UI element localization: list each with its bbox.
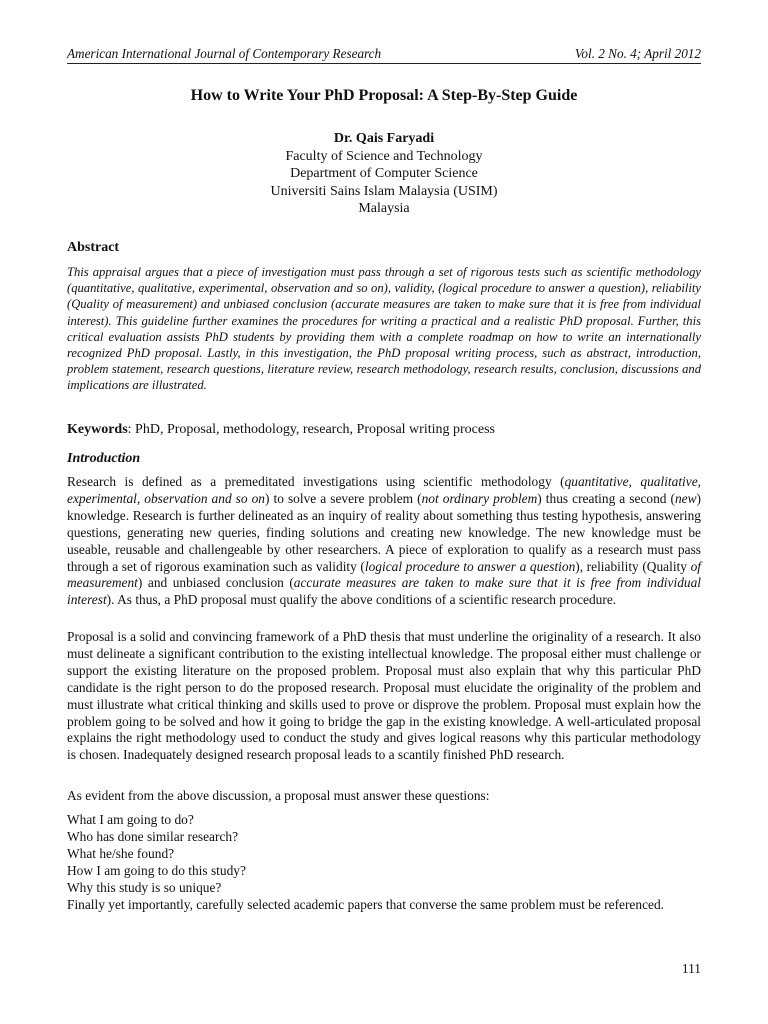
text-run: ) to solve a severe problem (	[265, 490, 422, 506]
keywords-text: : PhD, Proposal, methodology, research, Proposal writing process	[127, 422, 495, 437]
list-item: Who has done similar research?	[67, 828, 239, 844]
keywords-line	[67, 421, 701, 439]
text-run-italic: logical procedure to answer a question	[364, 558, 576, 574]
text-run: ) knowledge. Research is further delineated as an inquiry of reality about something thus testing hypothesis, answering questions, generating new queries, finding solutions and creating new knowledge. The new knowledge must be useable, reusable and challengeable by other researchers. A piece of exploration to qualify as a research must pass through a set of rigorous examination such as validity (	[67, 490, 702, 574]
list-item: What I am going to do?	[67, 812, 194, 827]
introduction-paragraph-1	[67, 474, 701, 609]
author-name: Dr. Qais Faryadi	[333, 131, 435, 146]
text-run-italic: not ordinary problem	[421, 490, 538, 506]
text-run: ), reliability (Quality	[575, 558, 691, 574]
author-university: Universiti Sains Islam Malaysia (USIM)	[270, 183, 498, 199]
author-country: Malaysia	[358, 201, 410, 216]
introduction-heading: Introduction	[67, 451, 141, 466]
author-block	[67, 130, 701, 218]
author-department: Department of Computer Science	[290, 166, 478, 181]
text-run-italic: quantitative, qualitative, experimental, observation and so on	[67, 474, 702, 506]
text-run: ) and unbiased conclusion (	[137, 575, 294, 591]
question-list	[67, 812, 701, 913]
abstract-heading: Abstract	[67, 240, 120, 255]
list-item: Why this study is so unique?	[67, 879, 222, 895]
introduction-paragraph-2: Proposal is a solid and convincing framework of a PhD thesis that must underline the originality of a research. It also must delineate a significant contribution to the existing intellectual knowledge. The proposal either must challenge or support the existing literature on the proposed problem. Proposal must also explain that why this particular PhD candidate is the right person to do the proposed research. Proposal must elucidate the originality of the problem and must illustrate what critical thinking and skills used to prove or disprove the problem. Proposal must explain how the problem going to be solved and how it going to bridge the gap in the existing knowledge. A well-articulated proposal explains the right methodology used to conduct the study and gives logical reasons why this particular methodology is chosen. Inadequately designed research proposal leads to a scantily finished PhD research.	[67, 629, 701, 763]
list-item: How I am going to do this study?	[67, 862, 246, 878]
text-run-italic: accurate measures are taken to make sure that it is free from individual interest	[67, 575, 701, 608]
text-run: ) thus creating a second (	[537, 490, 675, 506]
list-item: What he/she found?	[67, 845, 175, 861]
introduction-paragraph-3: As evident from the above discussion, a proposal must answer these questions:	[67, 788, 490, 803]
abstract-text: This appraisal argues that a piece of investigation must pass through a set of rigorous tests such as scientific methodology (quantitative, qualitative, experimental, observation and so on), validity, (logical procedure to answer a question), reliability (Quality of measurement) and unbiased conclusion (accurate measures are taken to make sure that it is free from individual interest). This guideline further examines the procedures for writing a practical and a realistic PhD proposal. Further, this critical evaluation assists PhD students by providing them with a complete roadmap on how to write an internationally recognized PhD proposal. Lastly, in this investigation, the PhD proposal writing process, such as abstract, introduction, problem statement, research questions, literature review, research methodology, research results, conclusion, discussions and implications are illustrated.	[67, 265, 701, 393]
keywords-label: Keywords	[67, 422, 128, 437]
author-faculty: Faculty of Science and Technology	[285, 148, 483, 164]
text-run: ). As thus, a PhD proposal must qualify the above conditions of a scientific research procedure.	[106, 592, 617, 608]
journal-name: American International Journal of Contemporary Research	[67, 46, 382, 61]
running-header	[67, 46, 701, 64]
text-run-italic: of measurement	[67, 558, 701, 591]
paper-title: How to Write Your PhD Proposal: A Step-By-Step Guide	[190, 87, 578, 104]
list-item: Finally yet importantly, carefully selected academic papers that converse the same problem must be referenced.	[67, 896, 665, 912]
volume-info: Vol. 2 No. 4; April 2012	[574, 46, 701, 61]
text-run: Research is defined as a premeditated investigations using scientific methodology (	[67, 474, 565, 489]
text-run-italic: new	[674, 490, 697, 506]
page-number: 111	[681, 961, 701, 976]
